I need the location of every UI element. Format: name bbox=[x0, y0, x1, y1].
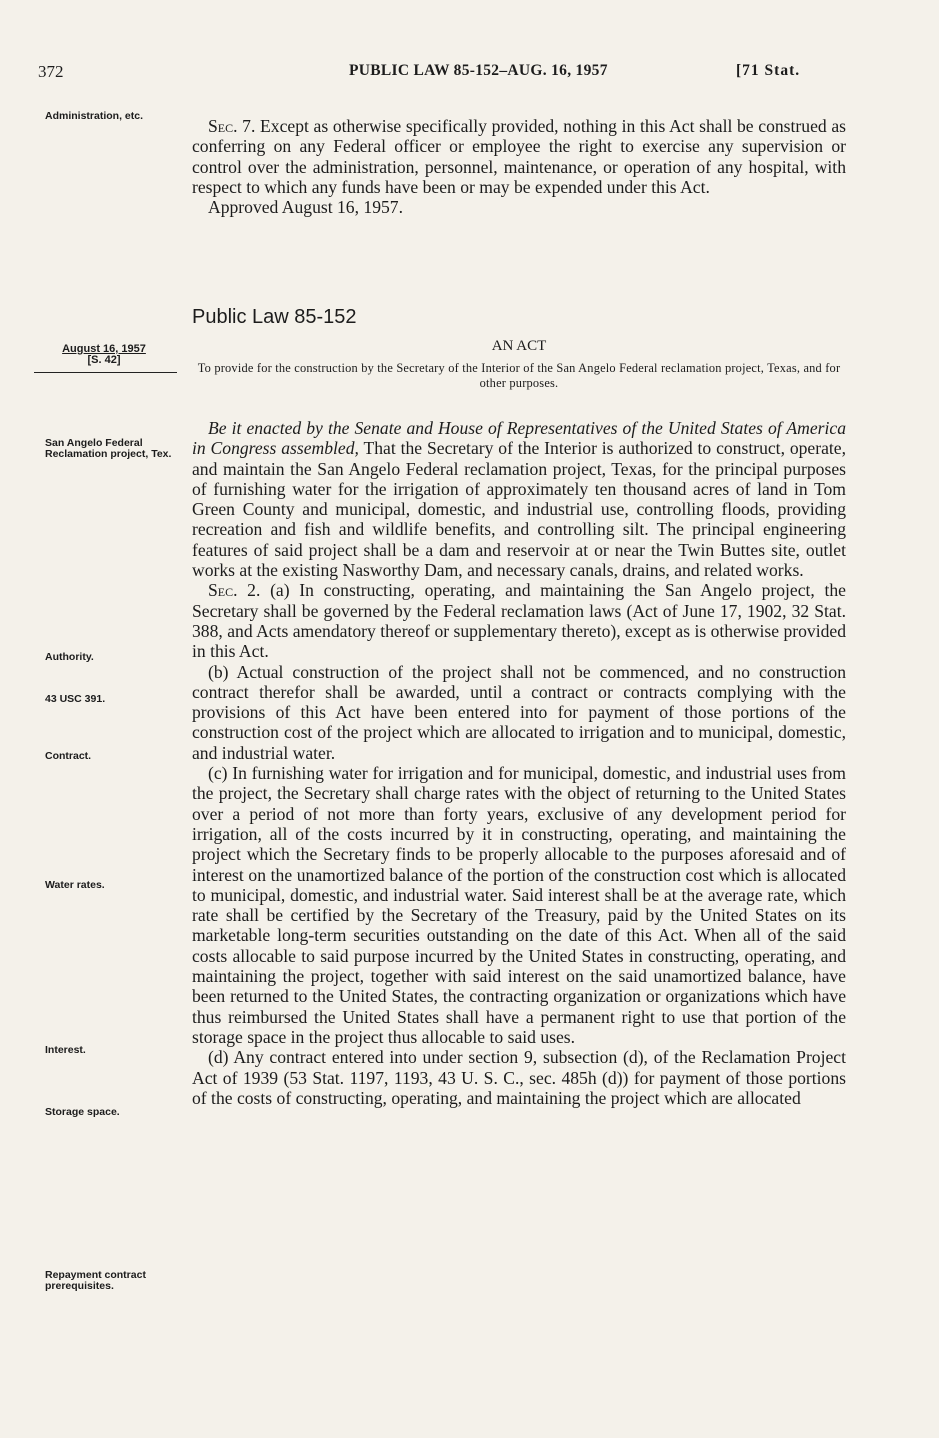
approval-line: Approved August 16, 1957. bbox=[208, 197, 403, 218]
margin-note-administration: Administration, etc. bbox=[45, 110, 144, 122]
margin-note-repayment: Repayment contract prerequisites. bbox=[45, 1269, 146, 1292]
section-7-text: Except as otherwise specifically provided, nothing in this Act shall be construed as conferring on any Federal officer or employee the right to exercise any supervision or control over the administration, personnel, maintenance, or operation of any hospital, with respect to which any funds have been or may be expended under this Act. bbox=[192, 116, 846, 197]
margin-note-water-rates: Water rates. bbox=[45, 879, 105, 891]
section-2-a: (a) In constructing, operating, and maintaining the San Angelo project, the Secretary shall be governed by the Federal reclamation laws (Act of June 17, 1902, 32 Stat. 388, and Acts amendatory thereof or supplementary thereto), except as is otherwise provided in this Act. bbox=[192, 580, 846, 662]
running-header bbox=[0, 62, 939, 86]
section-2-c: (c) In furnishing water for irrigation and for municipal, domestic, and industrial uses from the project, the Secretary shall charge rates with the object of returning to the United States over a period of not more than forty years, exclusive of any development period for irrigation, all of the costs incurred by it in constructing, operating, and maintaining the project which the Secretary finds to be properly allocable to the purposes aforesaid and of interest on the unamortized balance of the portion of the construction cost which is allocated to municipal, domestic, and industrial water. Said interest shall be at the average rate, which rate shall be certified by the Secretary of the Treasury, paid by the United States on its marketable long-term securities outstanding on the date of this Act. When all of the said costs allocable to said purpose incurred by the United States in constructing, operating, and maintaining the project, together with said interest on the said unamortized balance, have been returned to the United States, the contracting organization or organizations which have thus reimbursed the United States shall have a permanent right to use that portion of the storage space in the project thus allocable to said uses. bbox=[192, 763, 846, 1047]
margin-note-interest: Interest. bbox=[45, 1044, 86, 1056]
an-act-heading: AN ACT bbox=[491, 338, 547, 354]
margin-note-date-block bbox=[34, 344, 174, 366]
margin-note-authority: Authority. bbox=[45, 651, 94, 663]
margin-note-bill: [S. 42] bbox=[87, 354, 121, 366]
margin-note-contract: Contract. bbox=[45, 750, 92, 762]
margin-note-project: San Angelo Federal Reclamation project, Tex. bbox=[45, 437, 172, 460]
law-title: Public Law 85-152 bbox=[192, 306, 357, 328]
date-rule bbox=[34, 372, 177, 373]
running-head: PUBLIC LAW 85-152–AUG. 16, 1957 bbox=[349, 62, 608, 79]
section-2-b: (b) Actual construction of the project shall not be commenced, and no construction contract therefor shall be awarded, until a contract or contracts complying with the provisions of this Act have been entered into for payment of those portions of the construction cost of the project which are allocated to irrigation and to municipal, domestic, and industrial water. bbox=[192, 661, 846, 763]
margin-note-usc: 43 USC 391. bbox=[45, 693, 106, 705]
statute-reference: [71 Stat. bbox=[736, 62, 801, 79]
section-7 bbox=[192, 116, 846, 217]
margin-note-date: August 16, 1957 bbox=[62, 343, 146, 355]
page-number: 372 bbox=[38, 62, 64, 81]
section-7-label: Sec. 7. bbox=[208, 116, 256, 136]
enacting-clause: Be it enacted by the Senate and House of Representatives of the United States of America in Congress assembled, bbox=[192, 418, 846, 459]
section-2-label: Sec. 2. bbox=[208, 580, 261, 601]
act-purpose: To provide for the construction by the Secretary of the Interior of the San Angelo Federal reclamation project, Texas, and for other purposes. bbox=[197, 361, 841, 390]
enacting-text: That the Secretary of the Interior is authorized to construct, operate, and maintain the San Angelo Federal reclamation project, Texas, for the principal purposes of furnishing water for the irrigation of approximately ten thousand acres of land in Tom Green County and municipal, domestic, and industrial use, controlling floods, providing recreation and fish and wildlife benefits, and controlling silt. The principal engineering features of said project shall be a dam and reservoir at or near the Twin Buttes site, outlet works at the existing Nasworthy Dam, and necessary canals, drains, and related works. bbox=[192, 438, 846, 581]
section-2-d: (d) Any contract entered into under section 9, subsection (d), of the Reclamation Project Act of 1939 (53 Stat. 1197, 1193, 43 U. S. C., sec. 485h (d)) for payment of those portions of the costs of constructing, operating, and maintaining the project which are allocated bbox=[192, 1047, 846, 1108]
act-body bbox=[192, 418, 846, 1108]
margin-note-storage: Storage space. bbox=[45, 1106, 120, 1118]
